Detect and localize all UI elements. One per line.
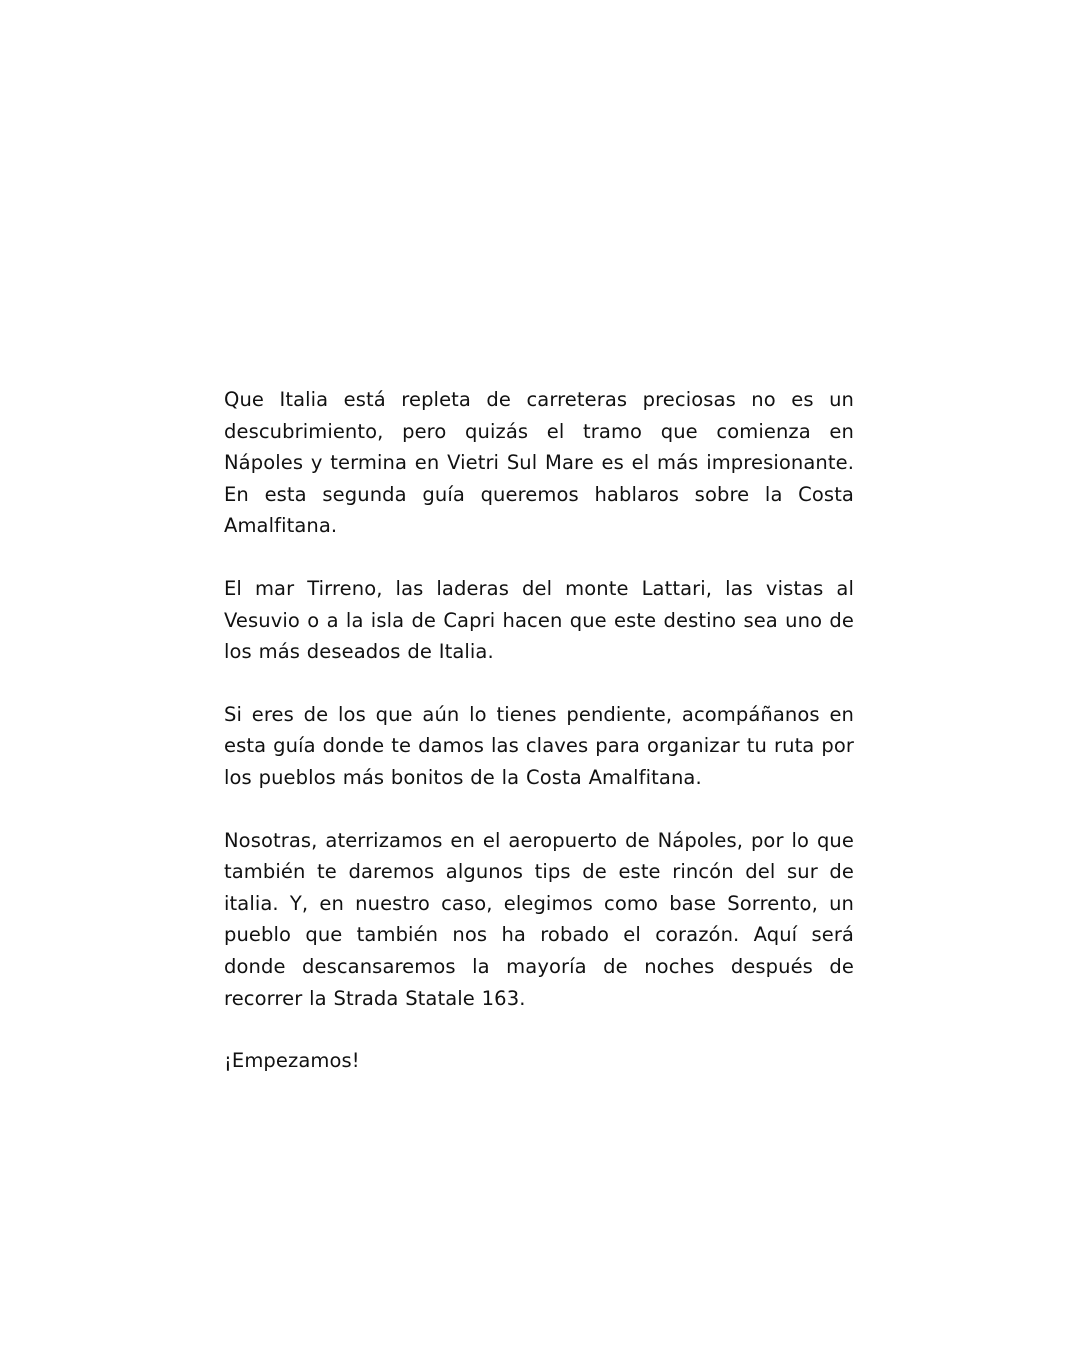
paragraph-intro: Que Italia está repleta de carreteras preciosas no es un descubrimiento, pero quizás el tramo que comienza en Nápoles y termina en Vietri Sul Mare es el más impresionante. En esta segunda guía queremos hablaros sobre la Costa Amalfitana. — [224, 388, 854, 538]
document-body — [224, 384, 854, 1108]
paragraph-guide: Si eres de los que aún lo tienes pendiente, acompáñanos en esta guía donde te damos las claves para organizar tu ruta por los pueblos más bonitos de la Costa Amalfitana. — [224, 702, 854, 789]
paragraph-start: ¡Empezamos! — [224, 1049, 360, 1073]
paragraph-scenery: El mar Tirreno, las laderas del monte Lattari, las vistas al Vesuvio o a la isla de Capri hacen que este destino sea uno de los más deseados de Italia. — [224, 576, 854, 664]
paragraph-arrival: Nosotras, aterrizamos en el aeropuerto de Nápoles, por lo que también te daremos algunos tips de este rincón del sur de italia. Y, en nuestro caso, elegimos como base Sorrento, un pueblo que también nos ha robado el corazón. Aquí será donde descansaremos la mayoría de noches después de recorrer la Strada Statale 163. — [224, 828, 854, 1010]
